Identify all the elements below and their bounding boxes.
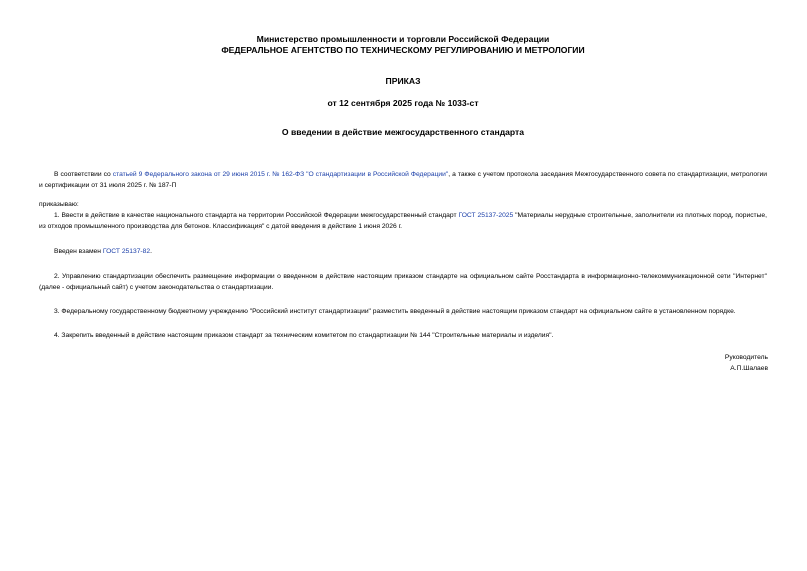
agency-name: ФЕДЕРАЛЬНОЕ АГЕНТСТВО ПО ТЕХНИЧЕСКОМУ РЕГУЛИРОВАНИЮ И МЕТРОЛОГИИ [221, 45, 585, 55]
federal-law-link[interactable]: статьей 9 Федерального закона от 29 июня 2015 г. № 162-ФЗ "О стандартизации в Российской Федерации" [112, 171, 449, 178]
document-header [39, 34, 767, 56]
intro-paragraph [39, 169, 767, 191]
item-1-suffix: "Материалы нерудные строительные, заполнители из плотных пород, пористые, из отходов промышленного производства для бетонов. Классификация" с датой введения в действие 1 июня 2026 г. [39, 212, 767, 230]
order-word: приказываю: [39, 201, 79, 208]
replacement-suffix: . [150, 248, 152, 255]
intro-suffix: , а также с учетом протокола заседания Межгосударственного совета по стандартизации, метрологии и сертификации от 31 июля 2025 г. № 187-П [39, 171, 767, 189]
item-1-paragraph [39, 210, 767, 232]
standard-link[interactable]: ГОСТ 25137-2025 [458, 212, 514, 219]
signature-position: Руководитель [724, 354, 768, 361]
old-standard-link[interactable]: ГОСТ 25137-82 [102, 248, 151, 255]
order-date-line: от 12 сентября 2025 года № 1033-ст [327, 98, 479, 108]
ministry-name: Министерство промышленности и торговли Российской Федерации [256, 34, 550, 44]
intro-prefix: В соответствии со [54, 171, 113, 178]
item-4-paragraph: 4. Закрепить введенный в действие настоящим приказом стандарт за техническим комитетом по стандартизации № 144 "Строительные материалы и изделия". [54, 332, 554, 339]
item-3-paragraph: 3. Федеральному государственному бюджетному учреждению "Российский институт стандартизации" разместить введенный в действие настоящим приказом стандарт на официальном сайте в установленном порядке. [54, 308, 736, 315]
signature-block [725, 352, 768, 374]
order-title: ПРИКАЗ [385, 76, 421, 86]
item-2-paragraph: 2. Управлению стандартизации обеспечить размещение информации о введенном в действие настоящим приказом стандарте на официальном сайте Росстандарта в информационно-телекоммуникационной сети "Интернет" (далее - официальный сайт) с учетом законодательства о стандартизации. [39, 273, 767, 291]
document-page [39, 34, 767, 341]
signature-name: А.П.Шалаев [730, 365, 768, 372]
replacement-paragraph [39, 246, 767, 257]
replacement-prefix: Введен взамен [54, 248, 103, 255]
order-subject: О введении в действие межгосударственного стандарта [281, 127, 525, 137]
item-1-prefix: 1. Ввести в действие в качестве национального стандарта на территории Российской Федерации межгосударственный стандарт [54, 212, 459, 219]
